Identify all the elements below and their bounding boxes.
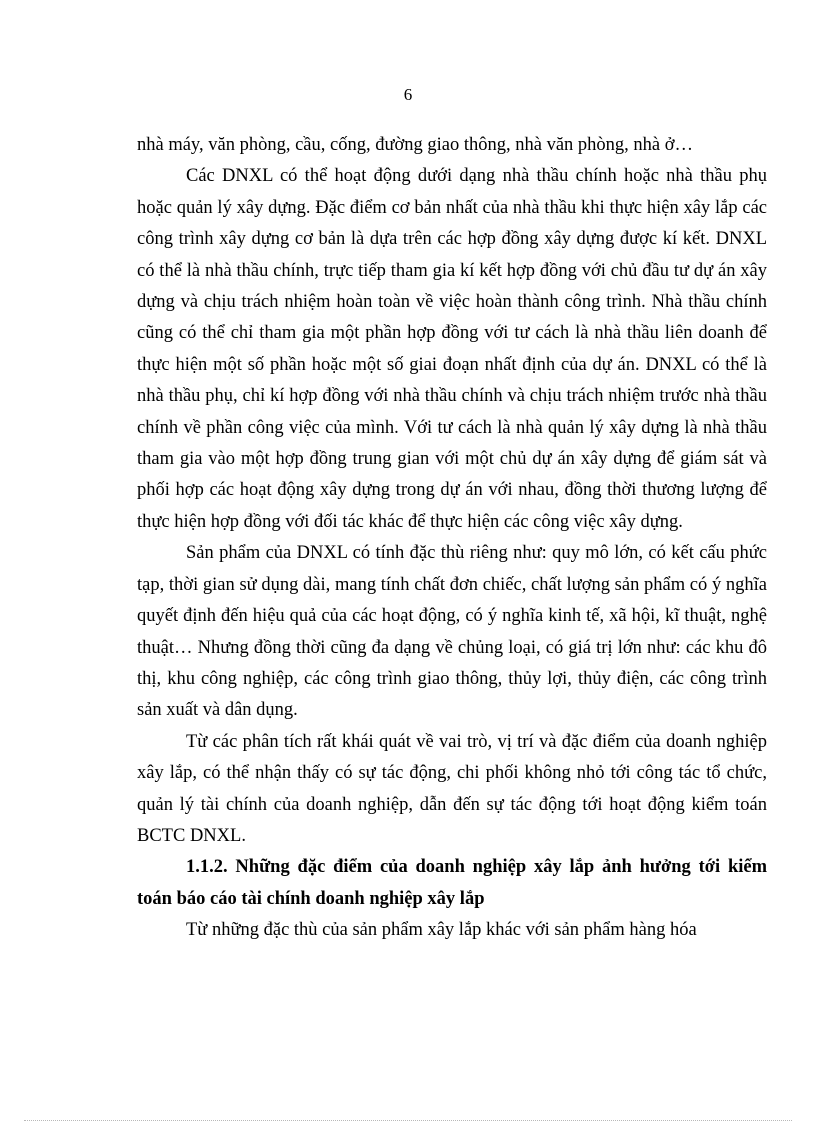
paragraph-analysis-summary: Từ các phân tích rất khái quát về vai trò, vị trí và đặc điểm của doanh nghiệp xây lắp, có thể nhận thấy có sự tác động, chi phối không nhỏ tới công tác tổ chức, quản lý tài chính của doanh nghiệp, dẫn đến sự tác động tới hoạt động kiểm toán BCTC DNXL. <box>137 731 767 846</box>
paragraph-continuation: nhà máy, văn phòng, cầu, cống, đường giao thông, nhà văn phòng, nhà ở… <box>137 135 694 155</box>
paragraph-contractor-types: Các DNXL có thể hoạt động dưới dạng nhà thầu chính hoặc nhà thầu phụ hoặc quản lý xây dựng. Đặc điểm cơ bản nhất của nhà thầu khi thực hiện xây lắp các công trình xây dựng cơ bản là dựa trên các hợp đồng xây dựng được kí kết. DNXL có thể là nhà thầu chính, trực tiếp tham gia kí kết hợp đồng với chủ đầu tư dự án xây dựng và chịu trách nhiệm hoàn toàn về việc hoàn thành công trình. Nhà thầu chính cũng có thể chỉ tham gia một phần hợp đồng với tư cách là nhà thầu liên doanh để thực hiện một số phần hoặc một số giai đoạn nhất định của dự án. DNXL có thể là nhà thầu phụ, chỉ kí hợp đồng với nhà thầu chính và chịu trách nhiệm trước nhà thầu chính về phần công việc của mình. Với tư cách là nhà quản lý xây dựng là nhà thầu tham gia vào một hợp đồng trung gian với một chủ dự án xây dựng để giám sát và phối hợp các hoạt động xây dựng trong dự án với nhau, đồng thời thương lượng để thực hiện hợp đồng với đối tác khác để thực hiện các công việc xây dựng. <box>137 166 767 532</box>
page-number: 6 <box>403 85 413 104</box>
section-heading-1-1-2: 1.1.2. Những đặc điểm của doanh nghiệp xây lắp ảnh hưởng tới kiểm toán báo cáo tài chính doanh nghiệp xây lắp <box>137 857 767 909</box>
paragraph-section-start: Từ những đặc thù của sản phẩm xây lắp khác với sản phẩm hàng hóa <box>186 920 697 941</box>
body-text <box>137 130 767 947</box>
page-bottom-divider <box>24 1120 792 1121</box>
paragraph-product-characteristics: Sản phẩm của DNXL có tính đặc thù riêng như: quy mô lớn, có kết cấu phức tạp, thời gian sử dụng dài, mang tính chất đơn chiếc, chất lượng sản phẩm có ý nghĩa quyết định đến hiệu quả của các hoạt động, có ý nghĩa kinh tế, xã hội, kĩ thuật, nghệ thuật… Nhưng đồng thời cũng đa dạng về chủng loại, có giá trị lớn như: các khu đô thị, khu công nghiệp, các công trình giao thông, thủy lợi, thủy điện, các công trình sản xuất và dân dụng. <box>137 543 767 721</box>
